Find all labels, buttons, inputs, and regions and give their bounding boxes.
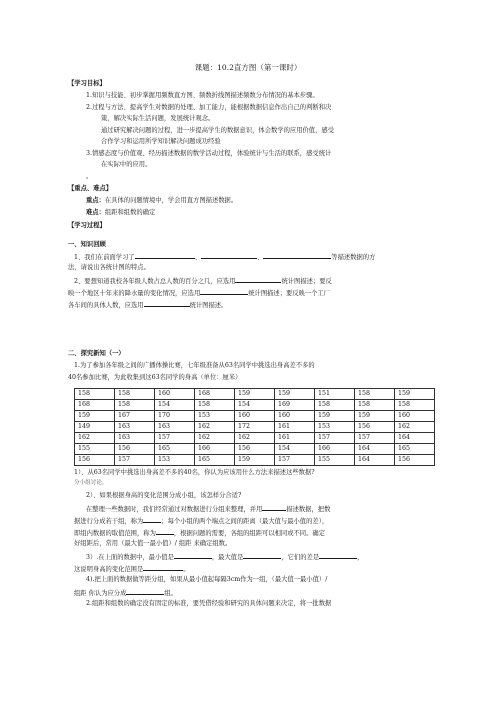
table-row	[75, 433, 435, 444]
table-cell: 155	[75, 444, 115, 455]
key-label: 重点：	[86, 197, 105, 204]
table-cell: 157	[115, 455, 155, 466]
difficulty-line	[86, 208, 155, 217]
table-cell: 160	[395, 411, 435, 422]
table-cell: 168	[75, 400, 115, 411]
table-cell: 155	[315, 455, 355, 466]
blank-line	[243, 551, 281, 559]
table-cell: 158	[355, 389, 395, 400]
table-cell: 159	[235, 389, 275, 400]
table-cell: 149	[75, 422, 115, 433]
objective-item: 3.情感态度与价值观、经历描述数据的数学活动过程，体验统计与生活的联系，感受统计	[86, 150, 332, 157]
review-question-1-cont: 法，请说出各统计图的特点。	[68, 264, 150, 271]
table-cell: 168	[195, 389, 235, 400]
table-cell: 167	[115, 411, 155, 422]
table-cell: 165	[155, 444, 195, 455]
table-cell: 158	[115, 400, 155, 411]
step-5: 2.组距和组数的确定没有固定的标准，要凭借经验和研究的具体问题来决定，将一批数据	[86, 600, 332, 607]
table-cell: 165	[395, 444, 435, 455]
step-1-note: 分小组讨论。	[74, 480, 108, 486]
table-cell: 161	[275, 433, 315, 444]
table-row	[75, 411, 435, 422]
table-cell: 161	[275, 422, 315, 433]
table-cell: 163	[115, 422, 155, 433]
table-cell: 154	[275, 444, 315, 455]
table-cell: 158	[395, 400, 435, 411]
table-cell: 157	[355, 433, 395, 444]
table-row	[75, 400, 435, 411]
table-row	[75, 444, 435, 455]
blank-line	[135, 251, 195, 259]
table-cell: 153	[315, 422, 355, 433]
step-4-cont: 组距 你认为应分成 组。	[74, 587, 177, 598]
blank-line	[235, 275, 281, 283]
review-heading: 一、知识回顾	[68, 241, 106, 248]
difficulty-text: 组距和组数的确定	[104, 209, 156, 216]
table-cell: 157	[155, 433, 195, 444]
step-2-text: 即组内数据的取值范围，称为 ，根据问题的需要，各组的组距可以相同或不同。确定	[74, 527, 325, 538]
objective-item: 在实际中的应用。	[101, 161, 152, 168]
table-cell: 158	[195, 400, 235, 411]
explore-intro-cont: 40名参加比赛，为此收集到这63名同学的身高（单位：厘米）	[68, 374, 242, 381]
table-row	[75, 389, 435, 400]
blank-line	[143, 515, 161, 523]
table-cell: 156	[355, 422, 395, 433]
objective-item: 策，解决实际生活问题，发展统计观念。	[101, 115, 215, 122]
table-cell: 156	[75, 455, 115, 466]
table-cell: 159	[315, 411, 355, 422]
table-cell: 159	[75, 411, 115, 422]
blank-line	[143, 563, 183, 571]
blank-line	[156, 527, 174, 535]
blank-line	[174, 551, 212, 559]
table-cell: 164	[395, 433, 435, 444]
table-cell: 159	[395, 389, 435, 400]
table-cell: 162	[195, 433, 235, 444]
page-title: 课题：10.2直方图（第一课时）	[194, 63, 302, 72]
blank-line	[200, 287, 248, 295]
table-cell: 157	[275, 455, 315, 466]
table-cell: 158	[355, 400, 395, 411]
review-question-2-end: 各车间的具体人数，应选用 统计图描述。	[68, 299, 227, 310]
table-cell: 159	[235, 455, 275, 466]
table-cell: 158	[75, 389, 115, 400]
objective-item: 2.过程与方法、提高学生对数据的处理、加工能力，能根据数据信息作出自己的判断和决	[86, 104, 332, 111]
step-2: 2）、如果根据身高的变化范围分成小组，该怎样分合适?	[86, 492, 242, 499]
table-cell: 156	[115, 444, 155, 455]
table-cell: 154	[155, 400, 195, 411]
table-cell: 163	[115, 433, 155, 444]
explore-heading: 二、探究新知（一）	[68, 350, 125, 357]
objectives-heading: 【学习目标】	[68, 80, 106, 87]
table-cell: 159	[355, 411, 395, 422]
table-cell: 156	[395, 455, 435, 466]
height-data-table	[74, 388, 435, 466]
table-cell: 166	[195, 444, 235, 455]
table-cell: 165	[195, 455, 235, 466]
table-cell: 162	[195, 422, 235, 433]
table-cell: 172	[235, 422, 275, 433]
table-cell: 162	[395, 422, 435, 433]
table-cell: 158	[315, 400, 355, 411]
table-cell: 154	[235, 400, 275, 411]
table-cell: 160	[275, 411, 315, 422]
table-cell: 156	[235, 444, 275, 455]
blank-line	[263, 251, 331, 259]
objective-item: 合作学习和运用所学知识解决问题成功经验	[101, 138, 221, 145]
step-2-text: 好组距后，常用（最大值一最小值）/ 组距 来确定组数。	[74, 540, 232, 547]
blank-line	[126, 587, 164, 595]
step-3-cont: 这说明身高的变化范围是 。	[74, 563, 190, 574]
step-4: 4).把上面的数据做等距分组，如果从最小值起每隔3cm作为一组，（最大值一最小值）/	[86, 576, 328, 583]
review-question-2-cont: 映一个地区十年来的降水量的变化情况，应选用 统计图描述；要反映一个工厂	[68, 287, 330, 298]
process-heading: 【学习过程】	[68, 222, 106, 229]
table-cell: 162	[235, 433, 275, 444]
objective-item: 。	[86, 173, 93, 180]
review-question-2: 2、要想知道我校各年级人数占总人数的百分之几，应选用 统计图描述；要反	[74, 275, 332, 286]
key-points-heading: 【重点、难点】	[68, 185, 113, 192]
table-row	[75, 422, 435, 433]
table-cell: 166	[315, 444, 355, 455]
explore-intro: 1.为了参加各年级之间的广播体操比赛，七年级准备从63名同学中挑选出身高差不多的	[74, 362, 315, 369]
table-cell: 164	[355, 455, 395, 466]
table-cell: 153	[155, 455, 195, 466]
table-cell: 163	[155, 422, 195, 433]
table-cell: 158	[115, 389, 155, 400]
blank-line	[144, 299, 190, 307]
step-2-text: 在整理一些数据时，我们经常通过对数据进行分组来整理，并用 描述数据，把数	[86, 503, 330, 514]
table-cell: 159	[275, 389, 315, 400]
blank-line	[201, 251, 257, 259]
table-cell: 160	[235, 411, 275, 422]
review-question-1: 1、我们在前面学习了 、 、 等描述数据的方	[74, 251, 375, 262]
table-cell: 157	[315, 433, 355, 444]
difficulty-label: 难点：	[86, 209, 105, 216]
table-cell: 151	[315, 389, 355, 400]
step-1: 1）、从63名同学中挑选出身高差不多的40名，你认为应该用什么方法来描述这些数据?	[74, 469, 315, 476]
table-cell: 160	[155, 389, 195, 400]
step-3: 3）.在上面的数据中，最小值是 ，最大值是 ，它们的差是 ，	[86, 551, 363, 562]
blank-line	[262, 503, 286, 511]
objective-item: 1.知识与技能、初步掌握用频数直方图、频数折线图描述频数分布情况的基本步骤。	[86, 92, 319, 99]
blank-line	[319, 551, 357, 559]
table-cell: 153	[195, 411, 235, 422]
step-2-text: 据进行分成若干组，称为 ；每个小组的两个端点之间的距离（最大值与最小值的差），	[74, 515, 328, 526]
table-cell: 169	[275, 400, 315, 411]
objective-item: 通过研究解决问题的过程，进一步提高学生的数据意识，体会数学的应用价值，感受	[101, 127, 334, 134]
table-cell: 164	[355, 444, 395, 455]
table-cell: 170	[155, 411, 195, 422]
key-point-line	[86, 196, 237, 205]
table-cell: 162	[75, 433, 115, 444]
key-text: 在具体的问题情境中，学会用直方图描述数据。	[104, 197, 238, 204]
table-row	[75, 455, 435, 466]
